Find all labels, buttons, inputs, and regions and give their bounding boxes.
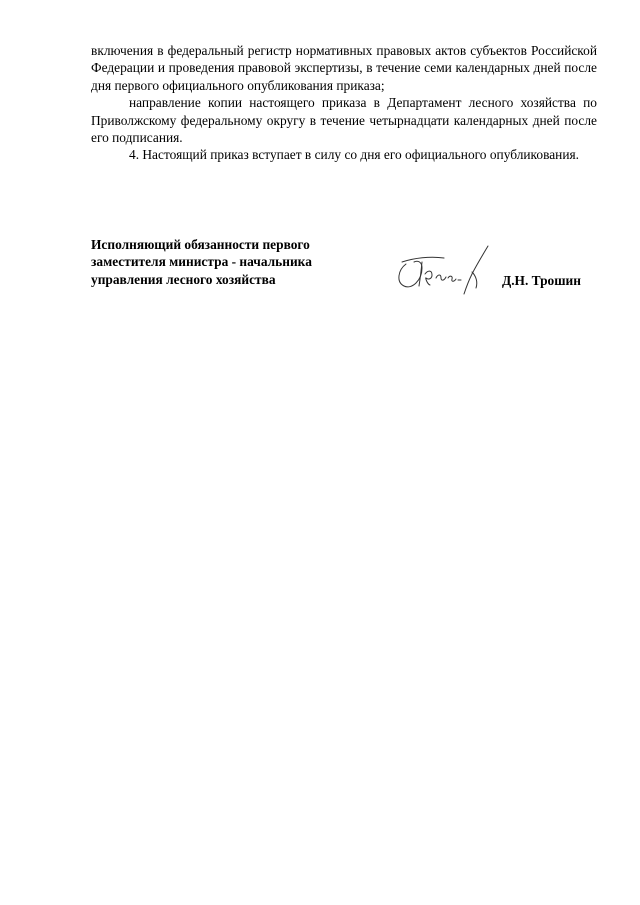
signer-position-line: управления лесного хозяйства [91, 271, 276, 287]
signer-position-line: Исполняющий обязанности первого [91, 237, 310, 252]
signer-position-line: заместителя министра - начальника [91, 254, 312, 270]
signer-position [91, 236, 371, 288]
signer-name: Д.Н. Трошин [502, 273, 581, 288]
document-body [91, 42, 597, 164]
handwritten-signature-icon [392, 242, 492, 300]
paragraph-registry-inclusion: включения в федеральный регистр нормативных правовых актов субъектов Российской Федерации и проведения правовой экспертизы, в течение семи календарных дней после дня первого официального опубликования приказа; [91, 43, 597, 93]
paragraph-copy-direction: направление копии настоящего приказа в Департамент лесного хозяйства по Приволжскому федеральному округу в течение четырнадцати календарных дней после его подписания. [91, 95, 597, 146]
paragraph-effective-date: 4. Настоящий приказ вступает в силу со дня его официального опубликования. [129, 147, 579, 163]
